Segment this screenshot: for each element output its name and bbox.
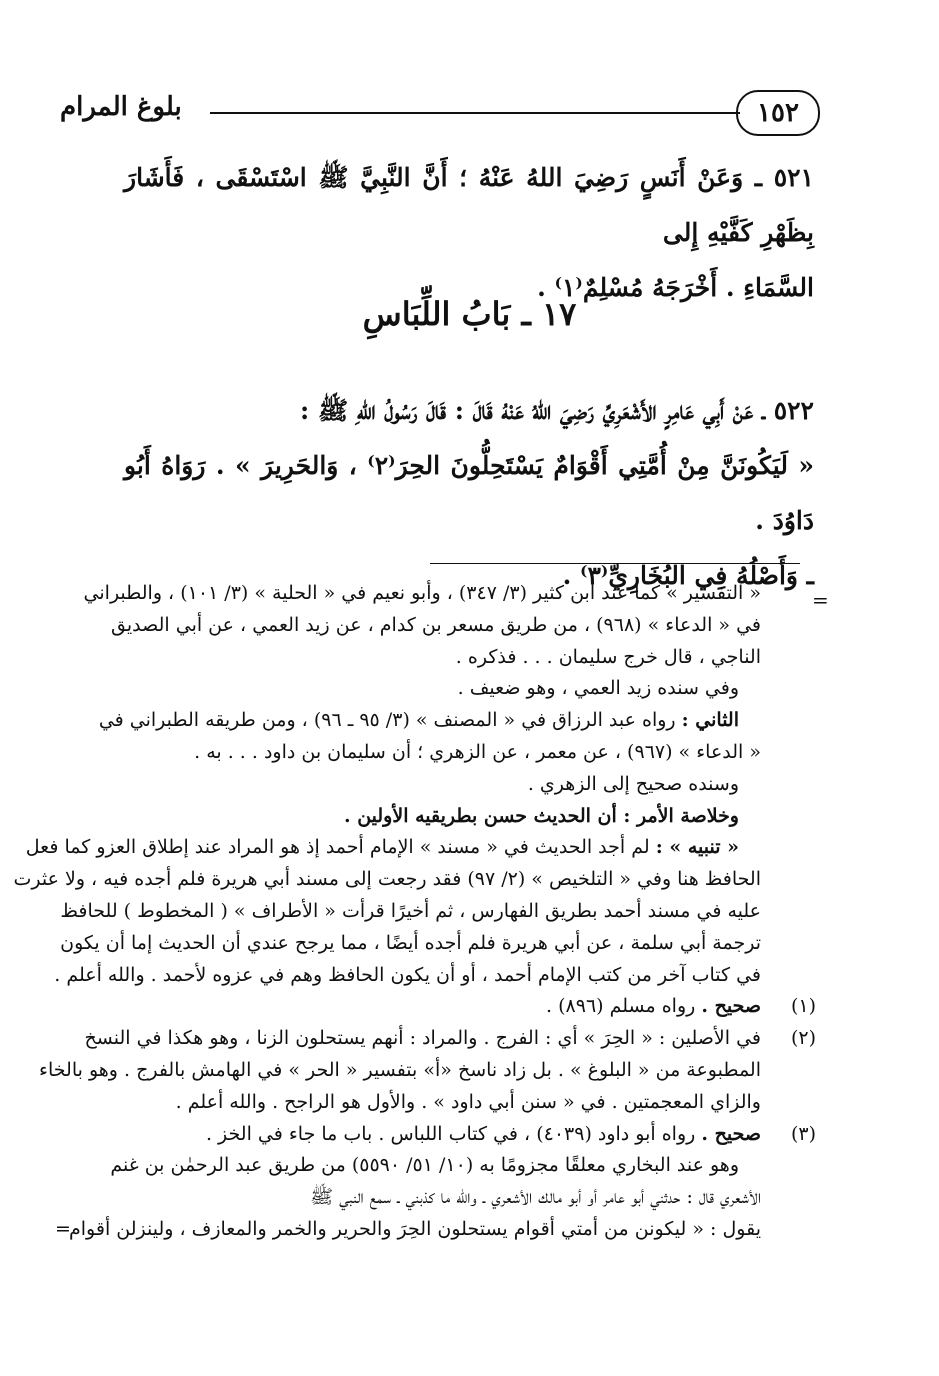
page-header [60,90,820,136]
footnote-line: وهو عند البخاري معلقًا مجزومًا به (١٠/ ٥١/ ٥٥٩٠) من طريق عبد الرحمٰن بن غنم [110,1154,739,1177]
hadith-line: ـ وَأَصْلُهُ فِي البُخَارِيِّ⁽٣⁾ . [562,561,814,590]
grade-label: صحيح . [701,995,761,1018]
footnote-line: عليه في مسند أحمد بطريق الفهارس ، ثم أخيرًا قرأت « الأطراف » ( المخطوط ) للحافظ [60,899,761,922]
tanbih-label: « تنبيه » : [655,836,739,859]
hadith-522 [124,383,814,603]
second-text: رواه عبد الرزاق في « المصنف » (٣/ ٩٥ ـ ٩٦) ، ومن طريقه الطبراني في [98,709,676,732]
continuation-mark: = [55,1217,71,1240]
footnote-line [61,705,761,737]
footnote-line: الناجي ، قال خرج سليمان . . . فذكره . [455,645,761,668]
footnote-text: رواه مسلم (٨٩٦) . [546,995,696,1018]
chapter-title: ١٧ ـ بَابُ اللِّبَاسِ [362,295,577,333]
summary-text: أن الحديث حسن بطريقيه الأولين . [343,804,617,827]
footnote-1 [61,991,816,1023]
footnote-number: (٣) [790,1122,816,1145]
hadith-line: السَّمَاءِ . أَخْرَجَهُ مُسْلِمٌ⁽١⁾ . [537,273,814,302]
footnote-line: في كتاب آخر من كتب الإمام أحمد ، أو أن يكون الحافظ وهم في عزوه لأحمد . والله أعلم . [54,963,761,986]
footnote-3 [61,1119,816,1151]
footnote-line: ترجمة أبي سلمة ، عن أبي هريرة فلم أجده أيضًا ، مما يرجح عندي أن الحديث إما أن يكون [60,931,761,954]
summary-label: وخلاصة الأمر : [623,804,739,827]
book-title: بلوغ المرام [60,92,182,122]
hadith-line: ٥٢٢ ـ عَنْ أَبِي عَامِرٍ الأَشْعَرِيِّ رَضِيَ اللهُ عَنْهُ قَالَ : قَالَ رَسُولُ اللهِ ﷺ : [300,396,814,425]
footnote-line: وسنده صحيح إلى الزهري . [527,772,739,795]
footnote-line: الحافظ هنا وفي « التلخيص » (٢/ ٩٧) فقد رجعت إلى مسند أبي هريرة فلم أجده فيه ، ولا عثرت [13,868,761,891]
footnote-text: في الأصلين : « الحِرَ » أي : الفرج . والمراد : أنهم يستحلون الزنا ، وهو هكذا في النسخ [84,1027,761,1050]
footnote-text: رواه أبو داود (٤٠٣٩) ، في كتاب اللباس . باب ما جاء في الخز . [205,1122,696,1145]
footnote-2 [61,1023,816,1055]
footnote-line: والزاي المعجمتين . في « سنن أبي داود » . والأول هو الراجح . والله أعلم . [175,1090,761,1113]
hadith-line: ٥٢١ ـ وَعَنْ أَنَسٍ رَضِيَ اللهُ عَنْهُ ؛ أَنَّ النَّبِيَّ ﷺ اسْتَسْقَى ، فَأَشَارَ بِظَهْرِ كَفَّيْهِ إِلى [124,163,814,247]
footnote-line: في « الدعاء » (٩٦٨) ، من طريق مسعر بن كدام ، عن زيد العمي ، عن أبي الصديق [111,613,761,636]
footnote-line: الأشعري قال : حدثني أبو عامر أو أبو مالك الأشعري ـ والله ما كذبني ـ سمع النبي ﷺ [310,1186,761,1209]
footnote-line: وفي سنده زيد العمي ، وهو ضعيف . [457,677,739,700]
footnote-number: (٢) [790,1027,816,1050]
page-number: ١٥٢ [757,98,799,128]
footnote-separator [430,563,800,564]
second-label: الثاني : [681,709,739,732]
footnote-text: يقول : « ليكونن من أمتي أقوام يستحلون الحِرَ والحرير والخمر والمعازف ، ولينزلن أقوام [69,1217,761,1240]
footnotes [13,578,816,1246]
grade-label: صحيح . [701,1122,761,1145]
footnote-line [61,801,761,833]
footnote-line: « الدعاء » (٩٦٧) ، عن معمر ، عن الزهري ؛ أن سليمان بن داود . . . به . [194,740,761,763]
hadith-line: « لَيَكُونَنَّ مِنْ أُمَّتِي أَقْوَامٌ يَسْتَحِلُّونَ الحِرَ⁽٢⁾ ، وَالحَرِيرَ » . رَوَاهُ أَبُو دَاوُدَ . [124,451,814,535]
tanbih-text: لم أجد الحديث في « مسند » الإمام أحمد إذ هو المراد عند إطلاق العزو كما فعل [25,836,650,859]
footnote-line: المطبوعة من « البلوغ » . بل زاد ناسخ «أ» بتفسير « الحر » في الهامش بالفرج . وهو بالخاء [39,1058,761,1081]
hadith-521 [124,150,814,315]
header-rule [210,112,740,114]
footnote-line [55,1214,761,1246]
footnote-line [25,832,761,864]
footnote-line: « التفسير » كما عند ابن كثير (٣/ ٣٤٧) ، وأبو نعيم في « الحلية » (٣/ ١٠١) ، والطبراني [83,582,761,604]
continuation-mark: = [812,588,829,612]
footnote-number: (١) [790,995,816,1018]
page-number-badge [736,90,820,136]
